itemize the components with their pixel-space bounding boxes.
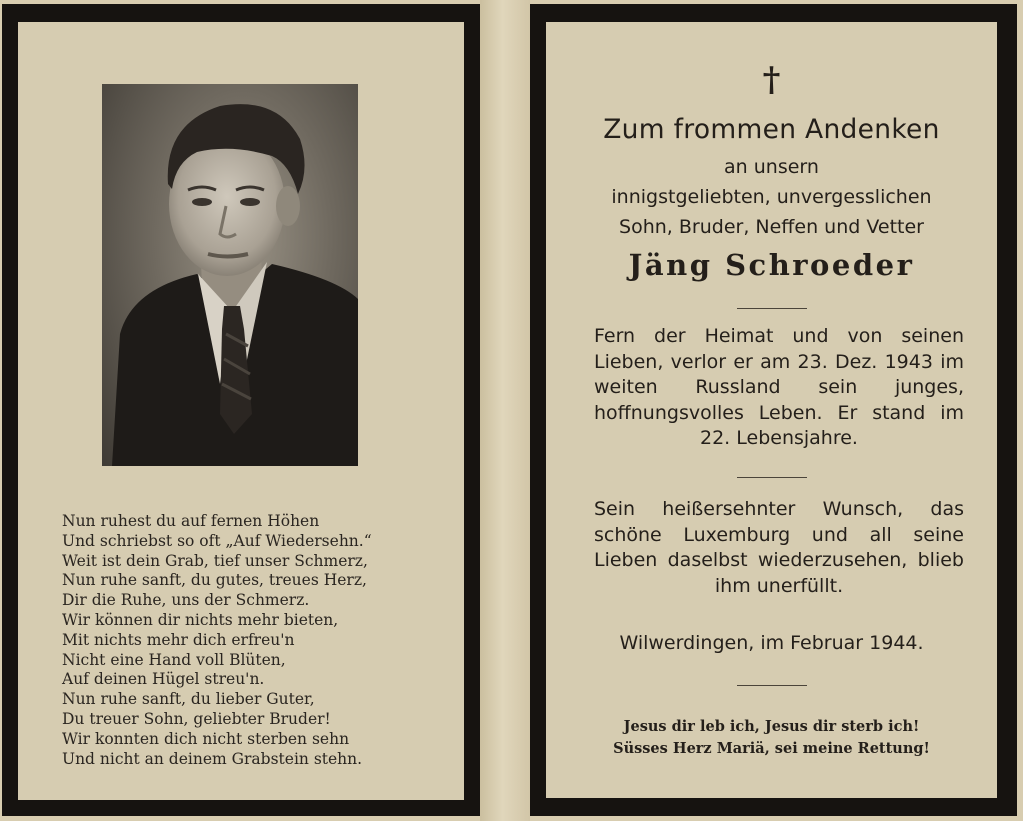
poem-line: Wir können dir nichts mehr bieten, [62,610,339,629]
poem-line: Dir die Ruhe, uns der Schmerz. [62,591,310,610]
divider [737,685,807,686]
poem-line: Wir konnten dich nicht sterben sehn [62,729,350,748]
closing-prayer-2: Süsses Herz Mariä, sei meine Rettung! [613,740,930,757]
poem-line: Und schriebst so oft „Auf Wiedersehn.“ [62,531,372,550]
intro-line-3: Sohn, Bruder, Neffen und Vetter [619,216,924,238]
portrait-illustration [102,84,358,466]
place-date: Wilwerdingen, im Februar 1944. [619,632,924,654]
poem-line: Nun ruhe sanft, du gutes, treues Herz, [62,571,367,590]
memorial-title: Zum frommen Andenken [603,114,940,145]
poem-line: Du treuer Sohn, geliebter Bruder! [62,709,331,728]
intro-line-2: innigstgeliebten, unvergesslichen [611,186,932,208]
right-card-panel [530,4,1017,816]
wish-paragraph: Sein heißersehnter Wunsch, das schöne Luxemburg und all seine Lieben daselbst wiederzusehen, blieb ihm unerfüllt. [594,498,964,597]
left-card-panel [2,4,480,816]
cross-icon: † [762,60,781,100]
deceased-name: Jäng Schroeder [628,248,915,282]
poem-line: Mit nichts mehr dich erfreu'n [62,630,295,649]
death-paragraph: Fern der Heimat und von seinen Lieben, verlor er am 23. Dez. 1943 im weiten Russland sein junges, hoffnungsvolles Leben. Er stand im 22. Lebensjahre. [594,325,964,449]
poem-line: Nicht eine Hand voll Blüten, [62,650,286,669]
poem-line: Nun ruhest du auf fernen Höhen [62,512,320,530]
poem-line: Nun ruhe sanft, du lieber Guter, [62,690,315,709]
divider [737,308,807,309]
memorial-poem [62,512,452,769]
card-fold [480,0,530,821]
divider [737,477,807,478]
right-card-paper [546,22,997,798]
poem-line: Auf deinen Hügel streu'n. [62,670,265,689]
poem-line: Weit ist dein Grab, tief unser Schmerz, [62,551,368,570]
left-card-paper [18,22,464,800]
poem-line: Und nicht an deinem Grabstein stehn. [62,749,363,768]
closing-prayer-1: Jesus dir leb ich, Jesus dir sterb ich! [623,718,920,735]
portrait-photo [102,84,358,466]
intro-line-1: an unsern [724,156,819,178]
